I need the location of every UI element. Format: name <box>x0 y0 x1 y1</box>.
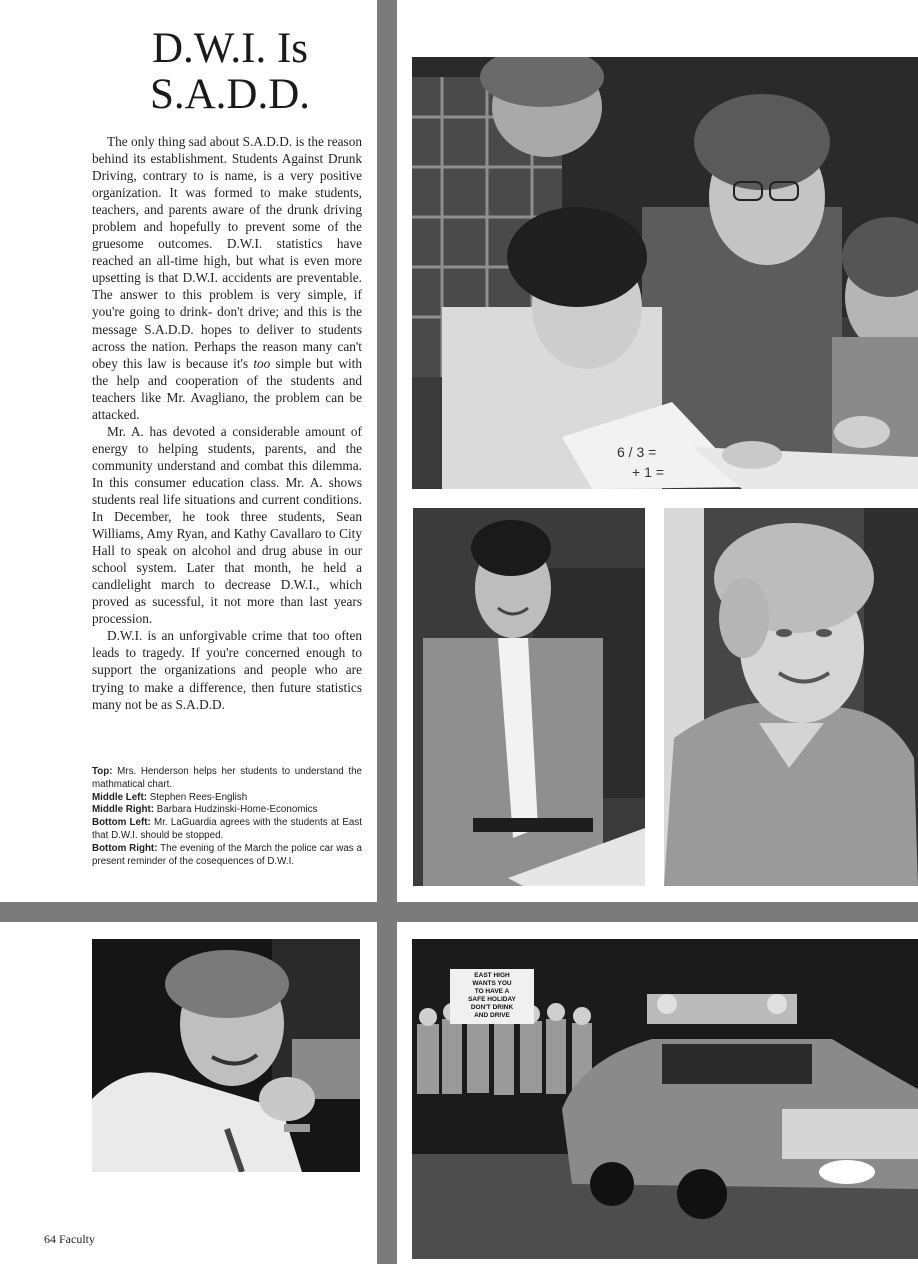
sign-text: WANTS YOU <box>472 980 512 987</box>
caption-middle-right <box>92 804 362 817</box>
sign-text: EAST HIGH <box>474 972 510 979</box>
caption-text: The evening of the March the police car was a present reminder of the cosequences of D.W.I. <box>92 842 363 867</box>
caption-label: Bottom Right: <box>92 842 158 854</box>
caption-text: Mr. LaGuardia agrees with the students at East that D.W.I. should be stopped. <box>92 817 362 841</box>
photo-middle-right-teacher <box>664 508 918 886</box>
article-paragraph: Mr. A. has devoted a considerable amount of energy to helping students, parents, and the community understand and combat this dilemma. In this consumer education class. Mr. A. shows students real life situations and current conditions. In December, he took three students, Sean Williams, Amy Ryan, and Kathy Cavallaro to City Hall to speak on alcohol and drug abuse in our school system. Later that month, he held a candlelight march to decrease D.W.I., which proved as sucessful, it not more than last years procession. <box>92 423 362 627</box>
article-paragraph <box>92 133 362 423</box>
sign-text: AND DRIVE <box>474 1012 510 1019</box>
article-body <box>92 133 362 713</box>
photo-bottom-left-teacher <box>92 939 360 1172</box>
article-text: simple but with the help and cooperation of the students and teachers like Mr. Avagliano, the problem can be attacked. <box>92 355 362 422</box>
title-line-2: S.A.D.D. <box>149 71 311 118</box>
caption-text: Mrs. Henderson helps her students to understand the mathmatical chart. <box>92 766 362 790</box>
caption-top <box>92 766 362 792</box>
caption-bottom-left <box>92 817 362 843</box>
caption-middle-left <box>92 792 362 805</box>
photo-top-classroom <box>412 57 918 489</box>
chart-text: 6 / 3 = <box>617 444 657 460</box>
page-title <box>90 26 370 118</box>
caption-label: Bottom Left: <box>92 817 151 829</box>
chart-text: + 1 = <box>632 464 664 480</box>
title-line-1: D.W.I. Is <box>151 25 309 72</box>
photo-captions <box>92 766 362 868</box>
article-text: The only thing sad about S.A.D.D. is the reason behind its establishment. Students Against Drunk Driving, contrary to is name, is a very positive organization. It was formed to make students, teachers, and parents aware of the drunk driving problem and hopefully to prevent some of the gruesome outcomes. D.W.I. statistics have reached an all-time high, but what is even more upsetting is that D.W.I. accidents are preventable. The answer to this problem is very simple, if you're going to drink- don't drive; and this is the message S.A.D.D. hopes to deliver to students across the nation. Perhaps the reason many can't obey this law is because it's <box>92 134 362 371</box>
page-folio: 64 Faculty <box>44 1232 95 1246</box>
photo-middle-left-student <box>413 508 645 886</box>
caption-label: Middle Right: <box>92 804 155 816</box>
sign-text: TO HAVE A <box>474 988 510 995</box>
caption-text: Barbara Hudzinski-Home-Economics <box>156 804 318 816</box>
photo-bottom-right-police-car <box>412 939 918 1259</box>
caption-label: Top: <box>92 766 113 777</box>
sign-text: DON'T DRINK <box>470 1004 514 1011</box>
caption-label: Middle Left: <box>92 791 147 803</box>
article-paragraph: D.W.I. is an unforgivable crime that too often leads to tragedy. If you're concerned enough to support the organizations and people who are trying to make a difference, then future statistics many not be as S.A.D.D. <box>92 628 362 712</box>
sign-text: SAFE HOLIDAY <box>468 996 516 1003</box>
caption-text: Stephen Rees-English <box>149 791 248 803</box>
caption-bottom-right <box>92 843 362 869</box>
article-emphasis: too <box>253 355 271 371</box>
